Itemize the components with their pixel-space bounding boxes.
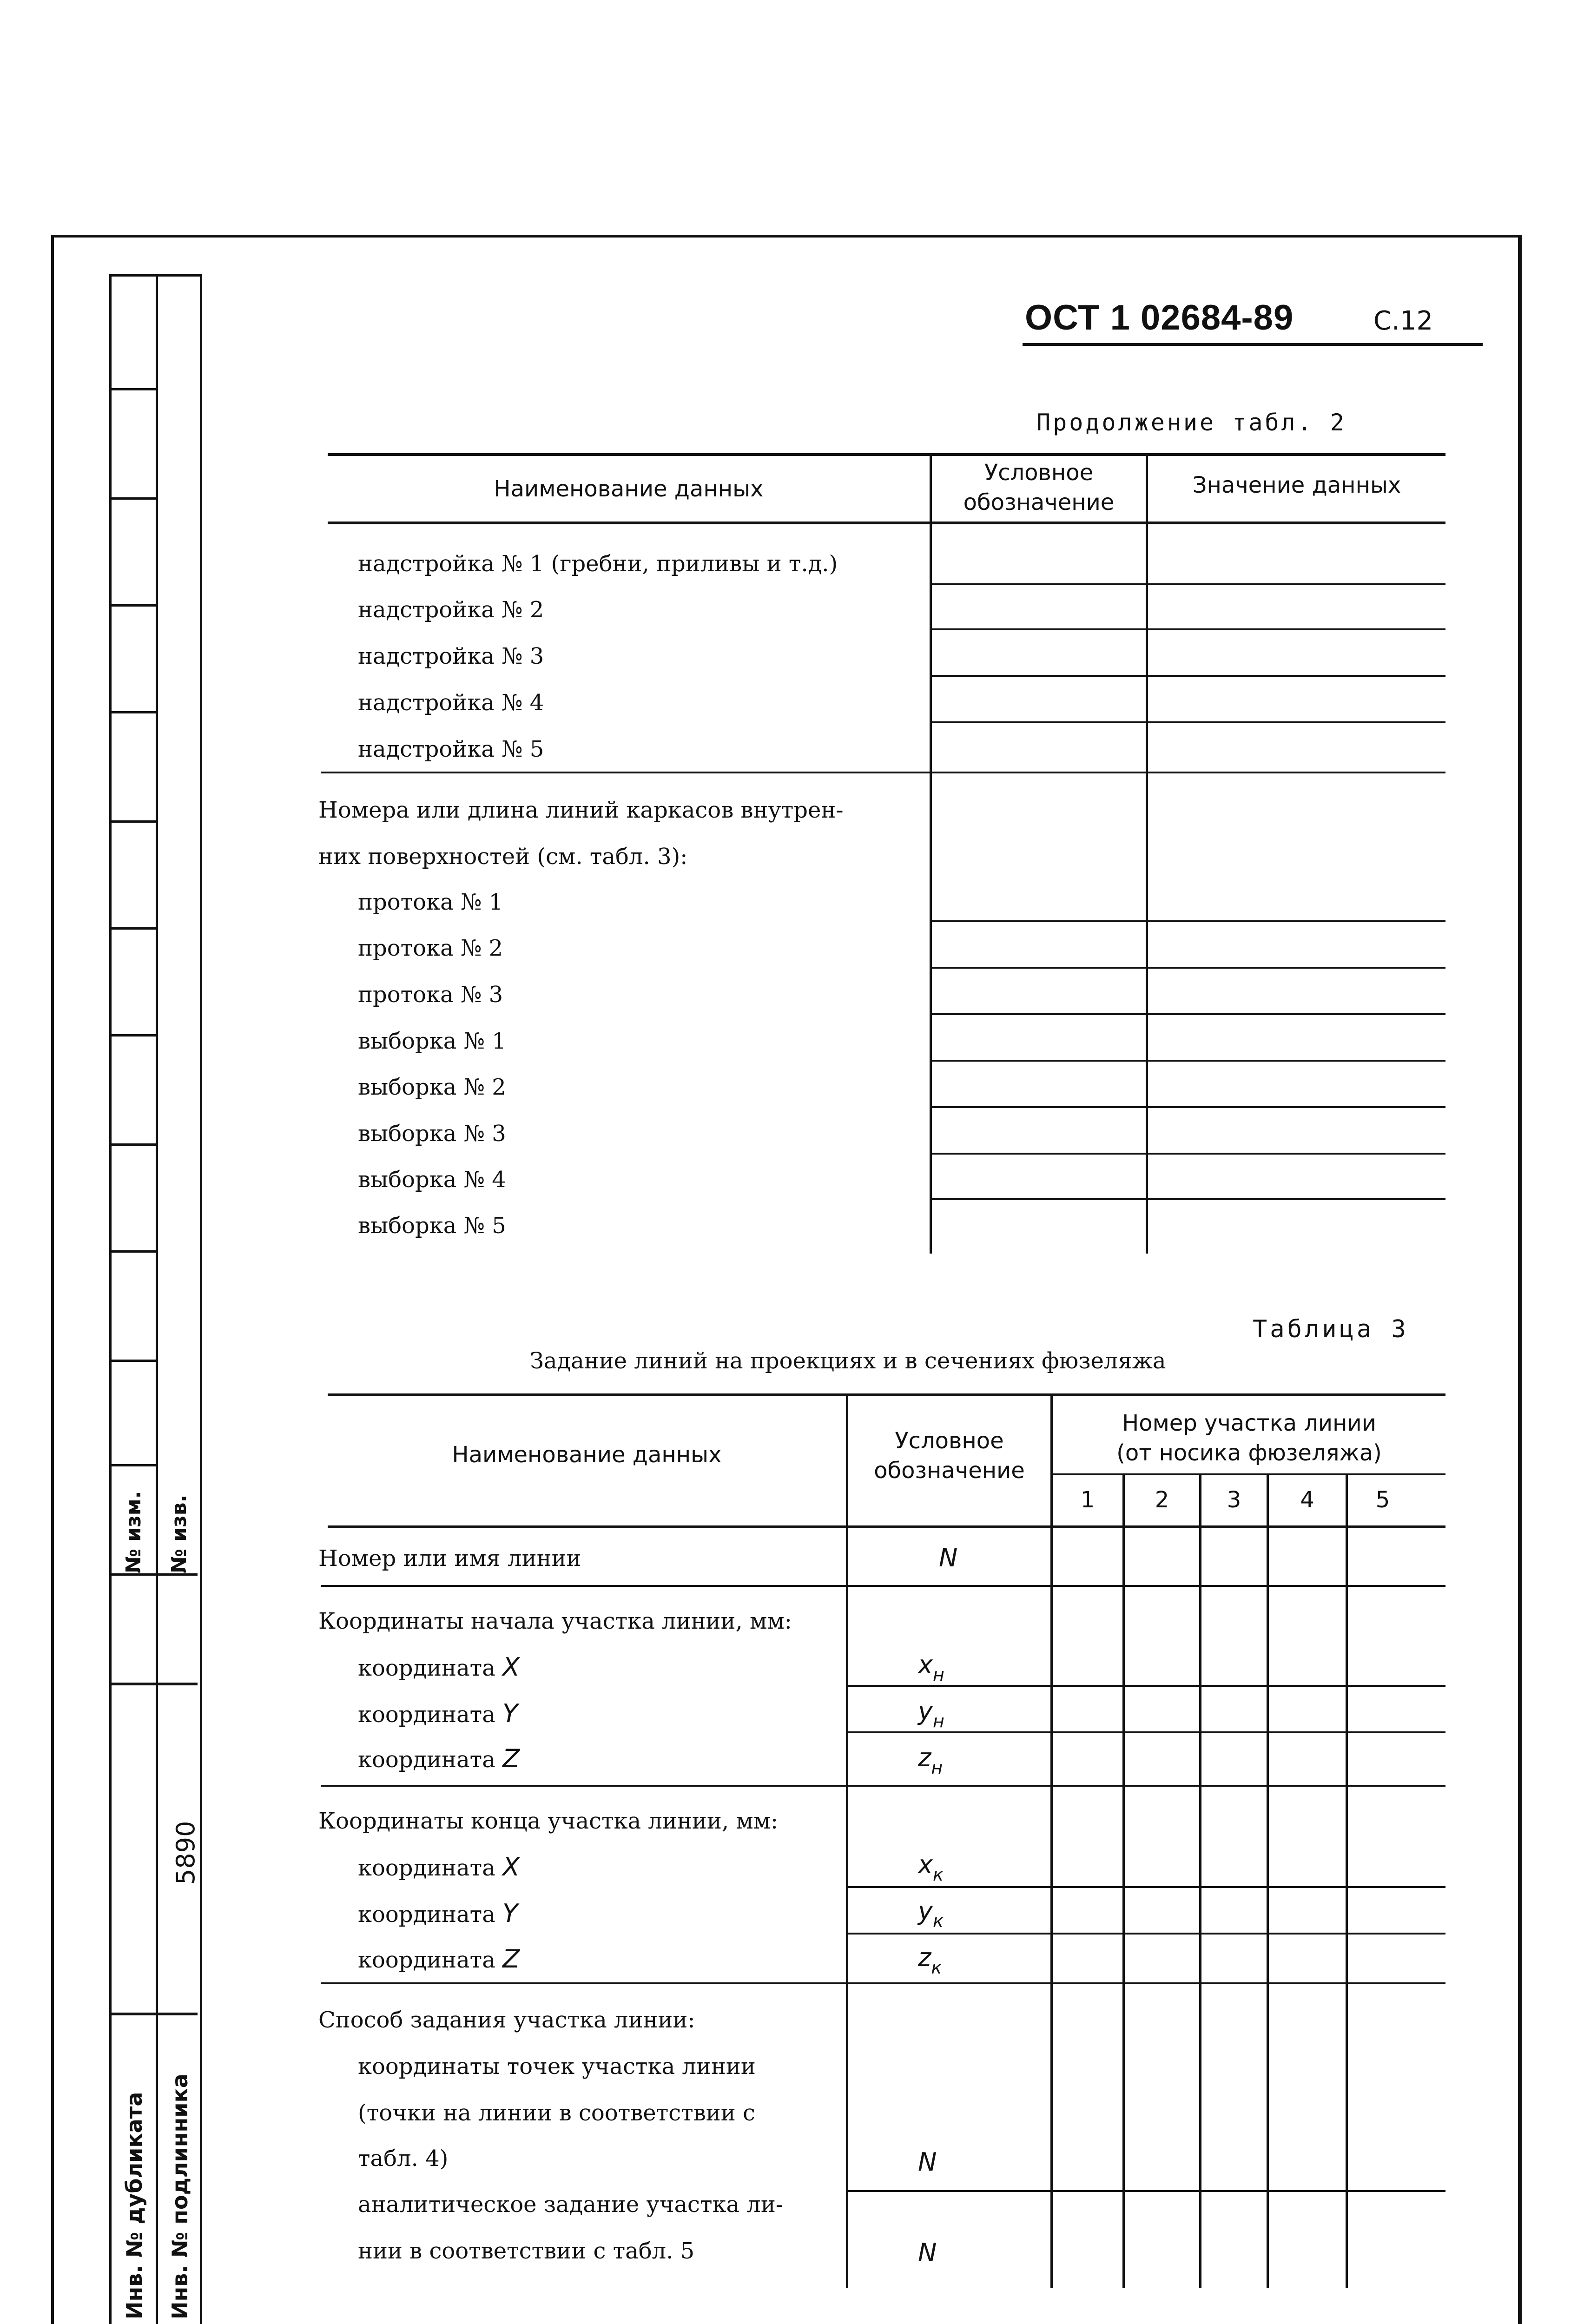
t3-start-x-symbol: $x_н$ [918,1650,944,1685]
list-item: протока № 3 [358,982,503,1008]
t3-start-z-symbol: $z_н$ [918,1743,943,1778]
t3-method-title: Способ задания участка линии: [318,2007,695,2033]
table3-title: Задание линий на проекциях и в сечениях фюзеляжа [530,1348,1166,1374]
t3-end-x-symbol: $x_к$ [918,1850,944,1885]
t3-start-y-symbol: $y_н$ [918,1697,944,1731]
t2-col-value: Значение данных [1192,472,1401,498]
list-item: надстройка № 5 [358,736,544,762]
section-number: 5 [1375,1487,1390,1513]
t3-end-x-label: координата X [358,1852,520,1882]
page-frame [51,235,1522,2324]
podlinnik-label: Инв. № подлинника [167,2073,192,2319]
podlinnik-number: 5890 [171,1821,200,1885]
table2-continuation: Продолжение табл. 2 [1036,409,1346,436]
t3-end-y-symbol: $y_к$ [918,1896,944,1931]
t3-start-title: Координаты начала участка линии, мм: [318,1608,792,1634]
list-item: выборка № 3 [358,1121,506,1147]
t3-row-line-name: Номер или имя линии [318,1545,581,1571]
section-number: 1 [1080,1487,1095,1513]
list-item: выборка № 1 [358,1028,506,1054]
table3-label: Таблица 3 [1253,1315,1409,1343]
list-item: протока № 2 [358,935,503,961]
izm-label: № изм. [122,1491,145,1573]
section-number: 2 [1155,1487,1169,1513]
t2-col-name: Наименование данных [494,476,764,502]
list-item: выборка № 4 [358,1167,506,1193]
t3-end-y-label: координата Y [358,1899,518,1928]
page-number: С.12 [1373,306,1433,336]
t3-method-2-cont: нии в соответствии с табл. 5 [358,2238,695,2264]
t3-method-2-symbol: N [918,2238,937,2267]
header-underline [1023,343,1483,346]
t3-start-z-label: координата Z [358,1744,520,1773]
list-item: надстройка № 2 [358,597,544,623]
list-item: выборка № 5 [358,1213,506,1239]
t3-end-title: Координаты конца участка линии, мм: [318,1808,779,1834]
t2-group2-title: Номера или длина линий каркасов внутрен- [318,797,844,823]
t2-col-symbol: Условное обозначение [963,460,1115,515]
t3-method-1-cont2: табл. 4) [358,2146,449,2172]
t2-group2-title-cont: них поверхностей (см. табл. 3): [318,844,688,870]
list-item: протока № 1 [358,889,503,915]
section-number: 3 [1227,1487,1241,1513]
t3-start-y-label: координата Y [358,1699,518,1728]
list-item: надстройка № 1 (гребни, приливы и т.д.) [358,551,838,577]
t3-method-1: координаты точек участка линии [358,2053,756,2080]
t3-method-2: аналитическое задание участка ли- [358,2192,784,2218]
t3-end-z-label: координата Z [358,1944,520,1974]
t3-col-symbol: Условное обозначение [874,1428,1025,1484]
t3-end-z-symbol: $z_к$ [918,1943,942,1978]
t3-col-section: Номер участка линии (от носика фюзеляжа) [1116,1410,1382,1466]
t3-method-1-cont: (точки на линии в соответствии с [358,2100,755,2126]
list-item: выборка № 2 [358,1074,506,1100]
t3-start-x-label: координата X [358,1652,520,1682]
section-number: 4 [1300,1487,1314,1513]
list-item: надстройка № 3 [358,643,544,669]
t3-row-line-symbol: N [939,1543,958,1572]
t3-method-1-symbol: N [918,2147,937,2177]
document-number: ОСТ 1 02684-89 [1025,298,1294,337]
izv-label: № изв. [167,1494,191,1573]
dublikat-label: Инв. № дубликата [122,2092,147,2319]
t3-col-name: Наименование данных [452,1442,722,1468]
list-item: надстройка № 4 [358,690,544,716]
